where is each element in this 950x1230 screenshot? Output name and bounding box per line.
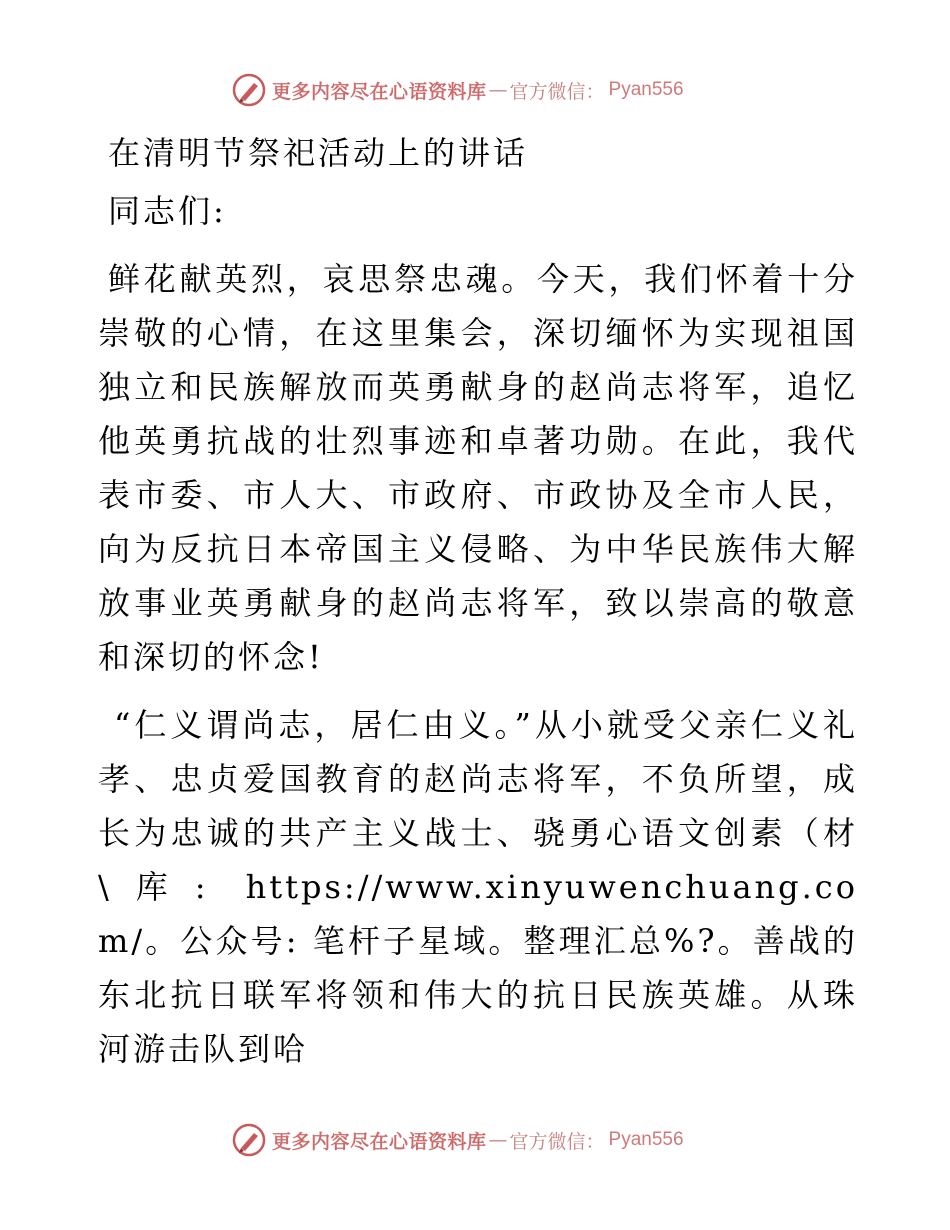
watermark-separator: — [488, 1129, 508, 1151]
document-title: 在清明节祭祀活动上的讲话 [108, 134, 529, 172]
watermark-separator: — [488, 79, 508, 101]
watermark-official-label: 官方微信： [509, 1130, 605, 1153]
salutation: 同志们: [108, 192, 227, 230]
header-watermark [232, 72, 684, 108]
pen-logo-icon [232, 1123, 266, 1157]
document-body [98, 118, 858, 1076]
watermark-site-name: 更多内容尽在心语资料库 [272, 80, 487, 103]
pen-logo-icon [232, 73, 266, 107]
footer-watermark [232, 1122, 684, 1158]
watermark-handle: Pyan556 [608, 79, 684, 100]
paragraph: 鲜花献英烈，哀思祭忠魂。今天，我们怀着十分崇敬的心情，在这里集会，深切缅怀为实现祖国独立和民族解放而英勇献身的赵尚志将军，追忆他英勇抗战的壮烈事迹和卓著功勋。在此，我代表市委、市人大、市政府、市政协及全市人民，向为反抗日本帝国主义侵略、为中华民族伟大解放事业英勇献身的赵尚志将军，致以崇高的敬意和深切的怀念! [98, 260, 858, 676]
paragraph: “仁义谓尚志，居仁由义。”从小就受父亲仁义礼孝、忠贞爱国教育的赵尚志将军，不负所望，成长为忠诚的共产主义战士、骁勇心语文创素（材\库: https://www.xinyuwenchuang.com/。公众号: 笔杆子星域。整理汇总%?。善战的东北抗日联军将领和伟大的抗日民族英雄。从珠河游击队到哈 [98, 706, 858, 1068]
watermark-site-name: 更多内容尽在心语资料库 [272, 1130, 487, 1153]
watermark-handle: Pyan556 [608, 1129, 684, 1150]
watermark-official-label: 官方微信： [509, 80, 605, 103]
